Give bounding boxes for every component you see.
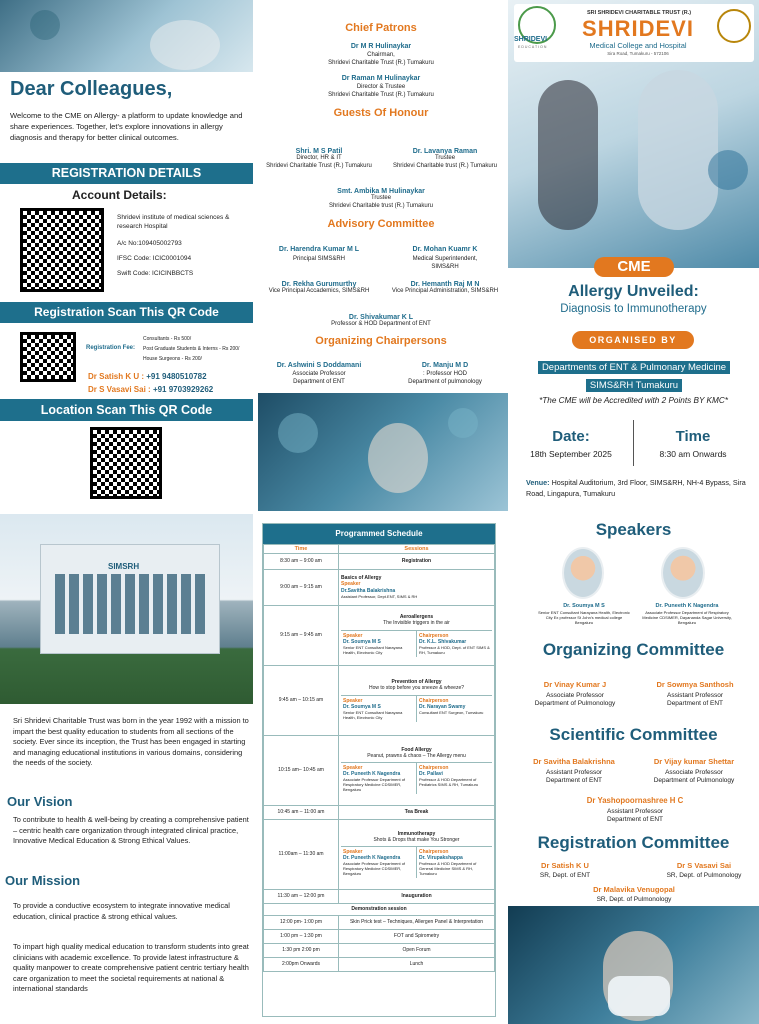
accreditation-note: *The CME will be Accredited with 2 Points BY KMC*	[539, 396, 728, 405]
middle-photo-sneeze	[258, 393, 508, 511]
member-role: SR, Dept. of Pulmonology	[666, 872, 742, 879]
schedule-session	[339, 554, 495, 570]
greeting: Dear Colleagues,	[10, 78, 173, 100]
guest-role: Trustee	[434, 155, 456, 161]
session-text: Tea Break	[404, 809, 429, 816]
speakers-title: Speakers	[595, 520, 672, 539]
chair-name: Dr. Pallavi	[419, 771, 443, 778]
schedule-time: 9:00 am – 9:15 am	[264, 570, 339, 606]
address: Sira Road, Tumakuru - 572106	[607, 51, 669, 56]
schedule-session	[339, 736, 495, 806]
contact2-phone[interactable]: +91 9703929262	[152, 385, 214, 394]
advisor-name: Dr. Harendra Kumar M L	[278, 246, 360, 253]
contact2-name: Dr S Vasavi Sai :	[88, 385, 151, 394]
schedule-session	[339, 890, 495, 904]
swift-code: Swift Code: ICICINBBCTS	[117, 270, 194, 277]
speaker-name: Dr. Puneeth K Nagendra	[343, 771, 401, 778]
schedule-demo-label: Demonstration session	[264, 904, 495, 916]
organizing-committee-title: Organizing Committee	[542, 640, 725, 659]
scientific-committee-title: Scientific Committee	[549, 725, 718, 744]
member-name: Dr Vijay kumar Shettar	[653, 757, 735, 766]
bank-qr-code	[20, 208, 104, 292]
vision-text: To contribute to health & well-being by creating a comprehensive patient – centric health care organization through integrated clinical practice, Innovative Medical Education & Strong Ethical Values.	[13, 815, 249, 845]
session-subtitle: The Invisible triggers in the air	[383, 620, 450, 627]
cme-badge: CME	[594, 257, 674, 277]
member-name: Dr Savitha Balakrishna	[533, 757, 615, 766]
col-sessions: Sessions	[339, 545, 495, 554]
session-text: FOT and Spirometry	[393, 933, 440, 940]
intro-text: Welcome to the CME on Allergy- a platform to update knowledge and share experiences. Together, let's explore innovations in allergy diagnosis and therapy for better clinical outcomes.	[10, 111, 243, 142]
registration-details-banner: REGISTRATION DETAILS	[0, 163, 253, 184]
vision-title: Our Vision	[7, 794, 73, 809]
advisor-role: Professor & HOD Department of ENT	[331, 321, 431, 327]
chair-label: Chairperson	[419, 632, 449, 639]
contact1-phone[interactable]: +91 9480510782	[146, 372, 207, 381]
guest-org: Shridevi Charitable Trust (R.) Tumakuru	[266, 162, 372, 169]
mission-text-2: To impart high quality medical education to transform students into great clinicians with academic excellence. To provide latest infrastructure & quality manpower to create comprehensive patient centric tertiary health care organization to meet the societal requirements at national & international standards	[13, 942, 249, 993]
member-role: Assistant Professor	[546, 769, 602, 776]
schedule-table-box	[262, 523, 496, 1017]
advisor-role: Vice Principal Administration, SIMS&RH	[391, 288, 499, 294]
session-title: Aeroallergens	[399, 614, 434, 621]
chair-info: Consultant ENT Surgeon, Tumakuru	[419, 709, 484, 715]
speaker-name: Dr. Soumya M S	[343, 638, 381, 645]
member-role: SR, Dept. of ENT	[539, 872, 591, 879]
chairperson-dept: Department of ENT	[293, 378, 345, 385]
chairperson-name: Dr. Ashwini S Doddamani	[276, 362, 362, 369]
patron-name: Dr M R Hulinaykar	[350, 43, 412, 50]
member-name: Dr Sowmya Santhosh	[656, 680, 734, 689]
session-title: Basics of Allergy	[341, 575, 382, 582]
member-dept: Department of ENT	[667, 700, 723, 707]
registration-qr-code	[20, 332, 76, 382]
session-subtitle: Shots & Drops that make You Stronger	[373, 836, 460, 843]
logo-text: SHRIDEVI	[514, 36, 548, 43]
account-number: A/c No:109405002793	[117, 240, 182, 247]
schedule-time: 9:45 am – 10:15 am	[264, 666, 339, 736]
chair-name: Dr. Narayan Swamy	[419, 703, 466, 710]
building-photo	[0, 514, 253, 704]
member-name: Dr Yashopoornashree H C	[586, 796, 684, 805]
college-name: Medical College and Hospital	[589, 41, 687, 50]
about-trust: Sri Shridevi Charitable Trust was born in the year 1992 with a mission to impart the best quality education to students from all sections of the society. Ever since its inception, the Trust has been engaged in starting and managing educational institutions in various domains, considering the needs of the society.	[13, 716, 249, 767]
chairperson-role: : Professor HOD	[422, 371, 467, 377]
col-time: Time	[264, 545, 339, 554]
patron-org: Shridevi Charitable Trust (R.) Tumakuru	[328, 59, 434, 66]
speaker-info: Associate Professor Department of Respiratory Medicine CDSIMER, Bengaluru	[343, 861, 406, 877]
advisor-role: Vice Principal Accademics, SIMS&RH	[268, 288, 370, 294]
chair-label: Chairperson	[419, 697, 449, 704]
speaker-info: Senior ENT Consultant Narayana Health, Electronic City	[343, 644, 403, 655]
member-dept: Department of Pulmonology	[653, 777, 735, 784]
member-dept: Department of ENT	[546, 777, 602, 784]
schedule-session	[339, 570, 495, 606]
time-label: Time	[675, 428, 711, 445]
session-subtitle: Peanut, prawns & chaos – The Allergy menu	[367, 752, 466, 759]
schedule-session	[339, 666, 495, 736]
schedule-row	[264, 916, 495, 930]
chair-name: Dr. K.L. Shivakumar	[419, 638, 467, 645]
registration-committee-title: Registration Committee	[537, 833, 730, 852]
logo-sub: EDUCATION	[518, 45, 548, 49]
guest-role: Trustee	[370, 195, 392, 201]
member-name: Dr S Vasavi Sai	[676, 861, 732, 870]
mission-title: Our Mission	[5, 873, 81, 888]
schedule-time: 12:00 pm- 1:00 pm	[264, 916, 339, 930]
schedule-row	[264, 904, 495, 916]
registration-scan-banner: Registration Scan This QR Code	[0, 302, 253, 323]
speaker-info: Associate Professor Department of Respiratory Medicine CDSIMER, Dayananda Sagar University, Bengaluru	[642, 610, 732, 625]
member-role: Assistant Professor	[667, 692, 723, 699]
session-text: Lunch	[409, 961, 424, 968]
org-chairpersons-title: Organizing Chairpersons	[315, 334, 447, 347]
guest-org: Shridevi Charitable trust (R.) Tumakuru	[328, 202, 434, 209]
speaker-info: Senior ENT Consultant Narayana Health, Electronic City	[343, 709, 403, 720]
schedule-row	[264, 606, 495, 666]
schedule-row	[264, 666, 495, 736]
schedule-table	[263, 544, 495, 972]
guest-role: Director, HR & IT	[296, 155, 342, 161]
schedule-row	[264, 930, 495, 944]
session-title: Food Allergy	[401, 746, 432, 753]
member-role: Associate Professor	[546, 692, 604, 699]
schedule-session	[339, 944, 495, 958]
chairperson-name: Dr. Manju M D	[421, 362, 469, 369]
chair-info: Professor & HOD Department of Pediatrics SIMS & RH, Tumakuru	[419, 777, 479, 788]
guest-name: Dr. Lavanya Raman	[412, 148, 478, 155]
event-title: Allergy Unveiled:	[568, 283, 699, 300]
schedule-time: 11:00am – 11:30 am	[264, 820, 339, 890]
speaker-name: Dr. Puneeth K Nagendra	[343, 855, 401, 862]
schedule-time: 2:00pm Onwards	[264, 958, 339, 972]
advisor-name: Dr. Mohan Kuamr K	[412, 246, 478, 253]
chairperson-dept: Department of pulmonology	[408, 378, 482, 385]
guests-title: Guests Of Honour	[333, 107, 429, 119]
fee-list	[143, 334, 251, 364]
schedule-time: 10:45 am – 11:00 am	[264, 806, 339, 820]
speaker-name: Dr.Savitha Balakrishna	[341, 587, 396, 594]
schedule-session	[339, 806, 495, 820]
chair-info: Professor & HOD, Dept. of ENT SIMS & RH, Tumakuru	[419, 644, 490, 655]
schedule-row	[264, 944, 495, 958]
date-value: 18th September 2025	[530, 449, 612, 459]
member-role: SR, Dept. of Pulmonology	[596, 896, 672, 903]
speaker-avatar	[661, 547, 705, 599]
ifsc-code: IFSC Code: ICIC0001094	[117, 255, 192, 262]
speaker-name: Dr. Soumya M S	[343, 703, 381, 710]
schedule-session	[339, 958, 495, 972]
speaker-label: Speaker	[343, 632, 363, 639]
trust-name: SRI SHRIDEVI CHARITABLE TRUST (R.)	[586, 10, 692, 16]
schedule-session	[339, 820, 495, 890]
contact1-name: Dr Satish K U :	[88, 372, 145, 381]
schedule-row	[264, 806, 495, 820]
member-name: Dr Malavika Venugopal	[593, 885, 675, 894]
venue-block	[526, 478, 751, 499]
schedule-session	[339, 606, 495, 666]
session-text: Skin Prick test – Techniques, Allergen Panel & Interpretation	[349, 919, 484, 926]
schedule-session	[339, 930, 495, 944]
member-dept: Department of Pulmonology	[534, 700, 616, 707]
session-title: Prevention of Allergy	[391, 679, 442, 686]
session-title: Immunotherapy	[397, 830, 436, 837]
advisory-title: Advisory Committee	[327, 218, 435, 230]
chair-label: Chairperson	[419, 765, 449, 771]
chair-info: Professor & HOD Department of General Medicine SIMS & RH, Tumakuru	[419, 861, 477, 877]
chairperson-role: Associate Professor	[292, 371, 346, 377]
schedule-title: Programmed Schedule	[263, 524, 495, 544]
header-photo-sneeze	[0, 0, 253, 72]
speaker-name: Dr. Soumya M S	[563, 603, 605, 609]
session-text: Inauguration	[401, 893, 432, 900]
date-time-divider	[633, 420, 634, 466]
account-details-title: Account Details:	[72, 188, 167, 202]
speaker-avatar	[562, 547, 604, 599]
member-name: Dr Vinay Kumar J	[543, 680, 607, 689]
speaker-info: Associate Professor Department of Respiratory Medicine CDSIMER, Bengaluru	[343, 777, 406, 793]
speaker-label: Speaker	[343, 849, 363, 855]
advisor-role: Principal SIMS&RH	[292, 256, 345, 262]
patron-role: Chairman,	[367, 52, 395, 58]
speaker-info: Senior ENT Consultant Narayana Health, Electronic City Ex professor St John's medical college Bengaluru	[538, 610, 630, 625]
date-label: Date:	[552, 428, 590, 445]
schedule-row	[264, 890, 495, 904]
schedule-row	[264, 820, 495, 890]
emblem	[717, 9, 751, 43]
schedule-time: 1:00 pm – 1:30 pm	[264, 930, 339, 944]
schedule-row	[264, 958, 495, 972]
schedule-time: 10:15 am– 10:45 am	[264, 736, 339, 806]
patron-name: Dr Raman M Hulinaykar	[341, 75, 421, 82]
fee-line: Consultants - Rs 500/	[143, 336, 192, 342]
mission-text-1: To provide a conductive ecosystem to integrate innovative medical education, clinical practice & strong ethical values.	[13, 901, 230, 921]
session-subtitle: How to stop before you sneeze & wheeze?	[368, 685, 465, 692]
schedule-time: 9:15 am – 9:45 am	[264, 606, 339, 666]
location-qr-code	[90, 427, 162, 499]
chief-patrons-title: Chief Patrons	[345, 22, 417, 34]
schedule-session	[339, 916, 495, 930]
schedule-time: 8:30 am – 9:00 am	[264, 554, 339, 570]
fee-line: Post Graduate Students & Interns - Rs 200/	[143, 346, 240, 352]
speaker-label: Speaker	[343, 765, 363, 771]
chair-label: Chairperson	[419, 849, 449, 855]
session-text: Registration	[401, 558, 432, 565]
time-value: 8:30 am Onwards	[659, 449, 727, 459]
advisor-name: Dr. Hemanth Raj M N	[410, 281, 480, 288]
organiser-dept: Departments of ENT & Pulmonary Medicine	[538, 361, 730, 374]
schedule-row	[264, 570, 495, 606]
member-role: Assistant Professor	[607, 808, 663, 815]
building-sign: SIMSRH	[108, 562, 140, 571]
advisor-role: Medical Superintendent, SIMS&RH	[412, 256, 478, 270]
schedule-row	[264, 554, 495, 570]
fee-label: Registration Fee:	[86, 345, 136, 351]
advisor-name: Dr. Rekha Gurumurthy	[281, 281, 357, 288]
guest-name: Smt. Ambika M Hulinaykar	[337, 188, 425, 195]
member-name: Dr Satish K U	[541, 861, 589, 870]
bank-name: Shridevi institute of medical sciences & research Hospital	[117, 214, 230, 230]
brand-header	[514, 4, 754, 62]
location-scan-banner: Location Scan This QR Code	[0, 399, 253, 421]
guest-name: Shri. M S Patil	[295, 148, 343, 155]
speaker-info: Assistant Professor, Dept.ENT, SIMS & RH	[341, 593, 418, 599]
member-role: Associate Professor	[665, 769, 723, 776]
organiser-inst: SIMS&RH Tumakuru	[586, 379, 682, 392]
schedule-time: 1:30 pm 2:00 pm	[264, 944, 339, 958]
organised-badge: ORGANISED BY	[572, 331, 694, 349]
advisor-name: Dr. Shivakumar K L	[348, 314, 414, 321]
patron-org: Shridevi Charitable Trust (R.) Tumakuru	[328, 91, 434, 98]
speaker-label: Speaker	[341, 581, 361, 588]
speaker-name: Dr. Puneeth K Nagendra	[655, 603, 719, 609]
member-dept: Department of ENT	[607, 816, 663, 823]
chair-name: Dr. Virupakshappa	[419, 855, 463, 862]
speaker-label: Speaker	[343, 697, 363, 704]
brand-name: SHRIDEVI	[582, 16, 694, 41]
schedule-time: 11:30 am – 12:00 pm	[264, 890, 339, 904]
session-text: Open Forum	[402, 947, 431, 954]
fee-line: House Surgeons - Rs 200/	[143, 356, 202, 362]
guest-org: Shridevi Charitable trust (R.) Tumakuru	[392, 162, 498, 169]
venue-label: Venue:	[526, 478, 550, 487]
event-subtitle: Diagnosis to Immunotherapy	[560, 303, 707, 315]
schedule-row	[264, 736, 495, 806]
patron-role: Director & Trustee	[356, 84, 406, 90]
venue-text: Hospital Auditorium, 3rd Floor, SIMS&RH, NH-4 Bypass, Sira Road, Lingapura, Tumakuru	[526, 478, 746, 498]
bottom-photo-mask	[508, 906, 759, 1024]
